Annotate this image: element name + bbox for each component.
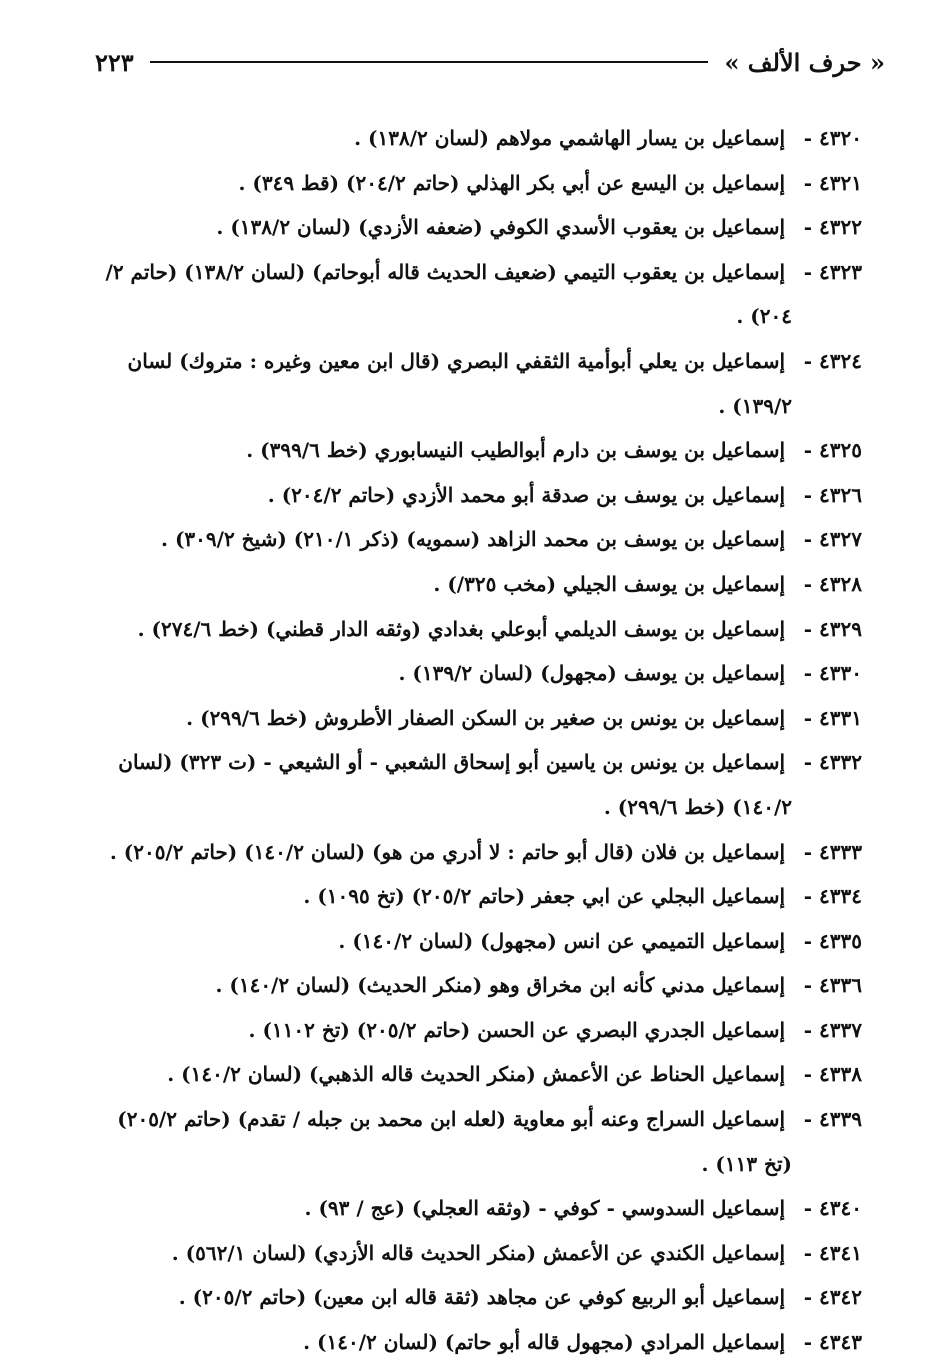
entry-number: ٤٣٣٨ -	[803, 1062, 862, 1087]
entry-20	[92, 1186, 862, 1231]
entry-number: ٤٣٤٣ -	[803, 1330, 862, 1355]
entry-number: ٤٣٣٦ -	[803, 973, 862, 998]
entry-text: إسماعيل الكندي عن الأعمش (منكر الحديث قاله الأزدي) (لسان ٥٦٢/١) .	[171, 1240, 786, 1265]
entry-number: ٤٣٣٩ -	[803, 1107, 862, 1132]
entry-12	[92, 740, 862, 829]
entry-10	[92, 651, 862, 696]
entry-0	[92, 116, 862, 161]
entry-number: ٤٣٢٧ -	[803, 527, 862, 552]
entry-text: إسماعيل السراج وعنه أبو معاوية (لعله ابن محمد بن جبله / تقدم) (حاتم ٢٠٥/٢) (تخ ١١٣) .	[117, 1107, 792, 1176]
entry-21	[92, 1231, 862, 1276]
entry-number: ٤٣٢٩ -	[803, 616, 862, 641]
entry-text: إسماعيل المرادي (مجهول قاله أبو حاتم) (لسان ١٤٠/٢) .	[303, 1330, 786, 1355]
entry-number: ٤٣٣٧ -	[803, 1017, 862, 1042]
entry-text: إسماعيل بن يوسف بن دارم أبوالطيب النيسابوري (خط ٣٩٩/٦) .	[246, 438, 786, 463]
entry-11	[92, 696, 862, 741]
entry-text: إسماعيل التميمي عن انس (مجهول) (لسان ١٤٠/٢) .	[338, 928, 786, 953]
entry-text: إسماعيل الجدري البصري عن الحسن (حاتم ٢٠٥/٢) (تخ ١١٠٢) .	[248, 1017, 786, 1042]
entry-number: ٤٣٣٣ -	[803, 839, 862, 864]
entry-text: إسماعيل البجلي عن ابي جعفر (حاتم ٢٠٥/٢) (تخ ١٠٩٥) .	[303, 884, 786, 909]
entry-18	[92, 1052, 862, 1097]
entry-3	[92, 250, 862, 339]
entry-number: ٤٣٢٢ -	[803, 215, 862, 240]
entry-number: ٤٣٣٢ -	[803, 750, 862, 775]
entry-8	[92, 562, 862, 607]
entry-text: إسماعيل مدني كأنه ابن مخراق وهو (منكر الحديث) (لسان ١٤٠/٢) .	[215, 973, 786, 998]
entry-15	[92, 919, 862, 964]
entry-number: ٤٣٢٤ -	[803, 348, 862, 373]
entry-23	[92, 1320, 862, 1365]
entry-text: إسماعيل أبو الربيع كوفي عن مجاهد (ثقة قاله ابن معين) (حاتم ٢٠٥/٢) .	[178, 1285, 786, 1310]
entry-text: إسماعيل بن يعلي أبوأمية الثقفي البصري (قال ابن معين وغيره : متروك) لسان ١٣٩/٢) .	[127, 348, 792, 418]
entry-text: إسماعيل بن يونس بن ياسين أبو إسحاق الشعبي - أو الشيعي - (ت ٣٢٣) (لسان ١٤٠/٢) (خط ٢٩٩/٦) .	[118, 750, 792, 819]
entry-number: ٤٣٤٠ -	[803, 1196, 862, 1221]
entry-number: ٤٣٣١ -	[803, 705, 862, 730]
entry-14	[92, 874, 862, 919]
entry-2	[92, 205, 862, 250]
entry-text: إسماعيل السدوسي - كوفي - (وثقه العجلي) (عج / ٩٣) .	[304, 1196, 786, 1221]
entries-list	[92, 116, 862, 1365]
entry-number: ٤٣٣٥ -	[803, 928, 862, 953]
entry-text: إسماعيل بن يوسف الجيلي (مخب ٣٢٥/) .	[433, 571, 786, 596]
running-title: « حرف الألف »	[724, 47, 885, 77]
entry-number: ٤٣٢٠ -	[803, 126, 862, 150]
entry-text: إسماعيل بن يعقوب الأسدي الكوفي (ضعفه الأزدي) (لسان ١٣٨/٢) .	[216, 215, 786, 240]
entry-number: ٤٣٢٣ -	[803, 259, 862, 284]
entry-text: إسماعيل بن يسار الهاشمي مولاهم (لسان ١٣٨/٢) .	[354, 126, 786, 150]
entry-number: ٤٣٣٠ -	[803, 661, 862, 686]
entry-16	[92, 963, 862, 1008]
entry-text: إسماعيل بن يوسف (مجهول) (لسان ١٣٩/٢) .	[398, 661, 786, 686]
entry-number: ٤٣٣٤ -	[803, 884, 862, 909]
header-rule	[150, 61, 709, 63]
entry-number: ٤٣٢١ -	[803, 170, 862, 195]
entry-1	[92, 161, 862, 206]
page-header	[95, 42, 885, 82]
entry-number: ٤٣٤٢ -	[803, 1285, 862, 1310]
entry-text: إسماعيل بن يعقوب التيمي (ضعيف الحديث قاله أبوحاتم) (لسان ١٣٨/٢) (حاتم ٢/ ٢٠٤) .	[105, 259, 792, 329]
entry-text: إسماعيل بن يوسف بن صدقة أبو محمد الأزدي (حاتم ٢٠٤/٢) .	[267, 482, 786, 507]
entry-text: إسماعيل بن يونس بن صغير بن السكن الصفار الأطروش (خط ٢٩٩/٦) .	[186, 705, 786, 730]
entry-22	[92, 1275, 862, 1320]
entry-5	[92, 428, 862, 473]
entry-17	[92, 1008, 862, 1053]
entry-text: إسماعيل بن يوسف بن محمد الزاهد (سمويه) (ذكر ٢١٠/١) (شيخ ٣٠٩/٢) .	[161, 527, 786, 552]
entry-7	[92, 517, 862, 562]
entry-text: إسماعيل بن اليسع عن أبي بكر الهذلي (حاتم ٢٠٤/٢) (قط ٣٤٩) .	[238, 170, 786, 195]
entry-number: ٤٣٢٨ -	[803, 571, 862, 596]
entry-number: ٤٣٢٥ -	[803, 438, 862, 463]
entry-13	[92, 830, 862, 875]
entry-19	[92, 1097, 862, 1186]
entry-4	[92, 339, 862, 428]
entry-9	[92, 607, 862, 652]
entry-6	[92, 473, 862, 518]
entry-text: إسماعيل الحناط عن الأعمش (منكر الحديث قاله الذهبي) (لسان ١٤٠/٢) .	[167, 1062, 786, 1087]
entry-number: ٤٣٤١ -	[803, 1240, 862, 1265]
entry-number: ٤٣٢٦ -	[803, 482, 862, 507]
page-number: ٢٢٣	[95, 47, 134, 77]
entry-text: إسماعيل بن يوسف الديلمي أبوعلي بغدادي (وثقه الدار قطني) (خط ٢٧٤/٦) .	[137, 616, 786, 641]
entry-text: إسماعيل بن فلان (قال أبو حاتم : لا أدري من هو) (لسان ١٤٠/٢) (حاتم ٢٠٥/٢) .	[109, 839, 786, 864]
